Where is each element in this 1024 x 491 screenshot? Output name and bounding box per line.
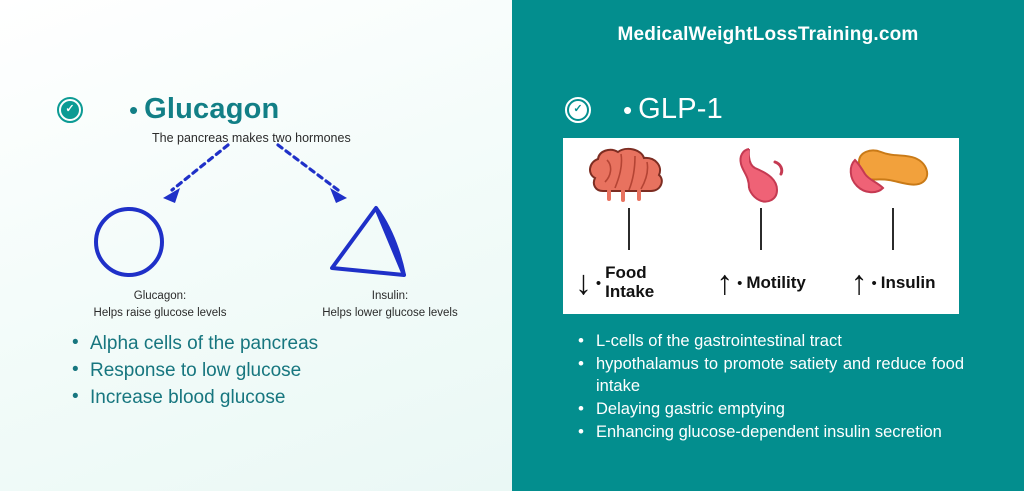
list-item: • L-cells of the gastrointestinal tract	[578, 331, 964, 353]
right-heading-bullet: •	[623, 94, 633, 125]
down-arrow-icon: ↓	[574, 264, 592, 302]
effect-bullet: •	[737, 274, 743, 292]
list-item: • Delaying gastric emptying	[578, 399, 964, 421]
arrow-to-triangle	[278, 145, 347, 203]
check-icon	[565, 97, 591, 123]
right-heading-row	[565, 93, 723, 126]
list-item: • Response to low glucose	[72, 358, 492, 385]
pancreas-caption: The pancreas makes two hormones	[152, 131, 351, 145]
effect-label: Insulin	[880, 272, 936, 292]
left-heading-title: Glucagon	[144, 93, 280, 125]
effect-label: Motility	[746, 272, 806, 292]
arrow-to-circle	[163, 145, 228, 203]
stomach-icon	[715, 144, 807, 206]
effect-insulin	[827, 254, 959, 312]
up-arrow-icon: ↑	[716, 264, 734, 302]
effect-food-intake	[563, 254, 695, 312]
list-item: • Enhancing glucose-dependent insulin secretion	[578, 422, 964, 444]
effect-row	[563, 254, 959, 312]
right-heading-title: GLP-1	[638, 93, 723, 125]
pancreas-connector-line	[892, 208, 894, 250]
site-title: MedicalWeightLossTraining.com	[617, 24, 919, 45]
glucagon-circle-shape	[96, 209, 162, 275]
stomach-illustration	[695, 144, 827, 254]
insulin-label	[280, 288, 500, 321]
check-icon-glyph: ✓	[569, 101, 587, 119]
left-heading-bullet: •	[129, 94, 139, 125]
list-item: • Increase blood glucose	[72, 385, 492, 412]
list-item: • Alpha cells of the pancreas	[72, 331, 492, 358]
right-bullet-list	[578, 331, 964, 445]
effect-label: Food Intake	[605, 263, 655, 301]
effect-bullet: •	[595, 274, 602, 292]
up-arrow-icon: ↑	[850, 264, 868, 302]
pancreas-illustration	[827, 144, 959, 254]
list-item: • hypothalamus to promote satiety and reduce food intake	[578, 354, 964, 398]
glucagon-label	[50, 288, 270, 321]
stomach-connector-line	[760, 208, 762, 250]
pancreas-icon	[841, 144, 945, 206]
check-icon	[57, 97, 83, 123]
brain-connector-line	[628, 208, 630, 250]
check-icon-glyph: ✓	[61, 101, 79, 119]
brain-icon	[583, 144, 675, 206]
effect-bullet: •	[871, 274, 877, 292]
insulin-label-sub: Helps lower glucose levels	[322, 306, 458, 319]
insulin-triangle-shape	[332, 208, 404, 275]
organ-illustrations	[563, 144, 959, 254]
glucagon-label-sub: Helps raise glucose levels	[93, 306, 227, 319]
effect-motility	[695, 254, 827, 312]
insulin-label-title: Insulin:	[371, 290, 409, 302]
glp1-figure-card	[563, 138, 959, 314]
left-bullet-list	[72, 331, 492, 412]
brain-illustration	[563, 144, 695, 254]
glucagon-label-title: Glucagon:	[133, 290, 187, 302]
